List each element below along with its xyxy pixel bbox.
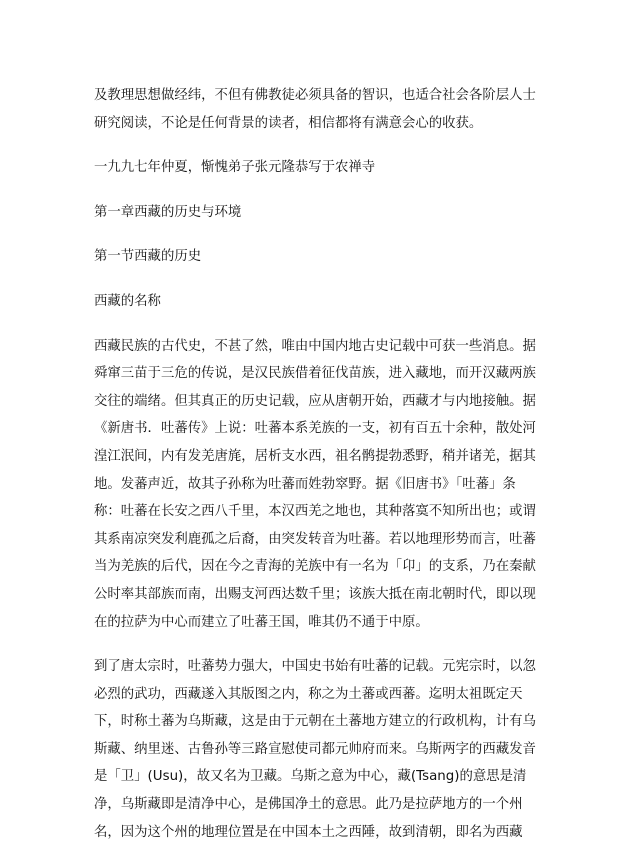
text-line: 称：吐蕃在长安之西八千里，本汉西羌之地也，其种落寞不知所出也；或谓 — [94, 504, 536, 520]
text-line: 必烈的武功，西藏遂入其版图之内，称之为土蕃或西蕃。迄明太祖既定天 — [94, 686, 523, 702]
text-line: 舜窜三苗于三危的传说，是汉民族借着征伐苗族，进入藏地，而开汉藏两族 — [94, 366, 536, 382]
subsection-title: 西藏的名称 — [94, 293, 161, 309]
text-line: 及教理思想做经纬，不但有佛教徒必须具备的智识，也适合社会各阶层人士 — [94, 88, 536, 103]
body-paragraph-1 — [94, 333, 546, 637]
text-line: 到了唐太宗时，吐蕃势力强大，中国史书始有吐蕃的记载。元宪宗时，以忽 — [94, 659, 536, 675]
text-line: 当为羌族的后代，因在今之青海的羌族中有一名为「卬」的支系，乃在秦献 — [94, 559, 536, 575]
body-paragraph-2 — [94, 653, 546, 846]
chapter-title: 第一章西藏的历史与环境 — [94, 204, 242, 220]
text-line: 其系南凉突发利鹿孤之后裔，由突发转音为吐蕃。若以地理形势而言，吐蕃 — [94, 531, 536, 547]
text-line: 在的拉萨为中心而建立了吐蕃王国，唯其仍不通于中原。 — [94, 614, 429, 630]
text-line: 公时率其部族而南，出赐支河西达数千里；该族大抵在南北朝时代，即以现 — [94, 586, 536, 602]
text-line: 研究阅读，不论是任何背景的读者，相信都将有满意会心的收获。 — [94, 115, 483, 131]
text-line: 地。发蕃声近，故其子孙称为吐蕃而姓勃窣野。据《旧唐书》「吐蕃」条 — [94, 476, 516, 492]
text-line: 净，乌斯藏即是清净中心，是佛国净土的意思。此乃是拉萨地方的一个州 — [94, 797, 523, 813]
text-line: 名，因为这个州的地理位置是在中国本土之西陲，故到清朝，即名为西藏 — [94, 824, 523, 840]
document-body — [94, 82, 546, 846]
text-line: 西藏民族的古代史，不甚了然，唯由中国内地古史记载中可获一些消息。据 — [94, 338, 536, 354]
text-line: 斯藏、纳里迷、古鲁孙等三路宣慰使司都元帅府而来。乌斯两字的西藏发音 — [94, 741, 536, 757]
text-line: 湟江泯间，内有发羌唐旄，居析支水西，祖名鹘提勃悉野，稍并诸羌，据其 — [94, 448, 536, 464]
text-line: 交往的端绪。但其真正的历史记载，应从唐朝开始，西藏才与内地接触。据 — [94, 393, 536, 409]
intro-paragraph — [94, 82, 546, 137]
text-line: 《新唐书．吐蕃传》上说：吐蕃本系羌族的一支，初有百五十余种，散处河 — [94, 421, 536, 437]
section-title: 第一节西藏的历史 — [94, 249, 202, 265]
signature-line: 一九九七年仲夏，惭愧弟子张元隆恭写于农禅寺 — [94, 160, 376, 176]
text-line: 下，时称土蕃为乌斯藏，这是由于元朝在土蕃地方建立的行政机构，计有乌 — [94, 714, 536, 730]
text-line: 是「卫」(Usu)，故又名为卫藏。乌斯之意为中心，藏(Tsang)的意思是清 — [94, 769, 527, 785]
